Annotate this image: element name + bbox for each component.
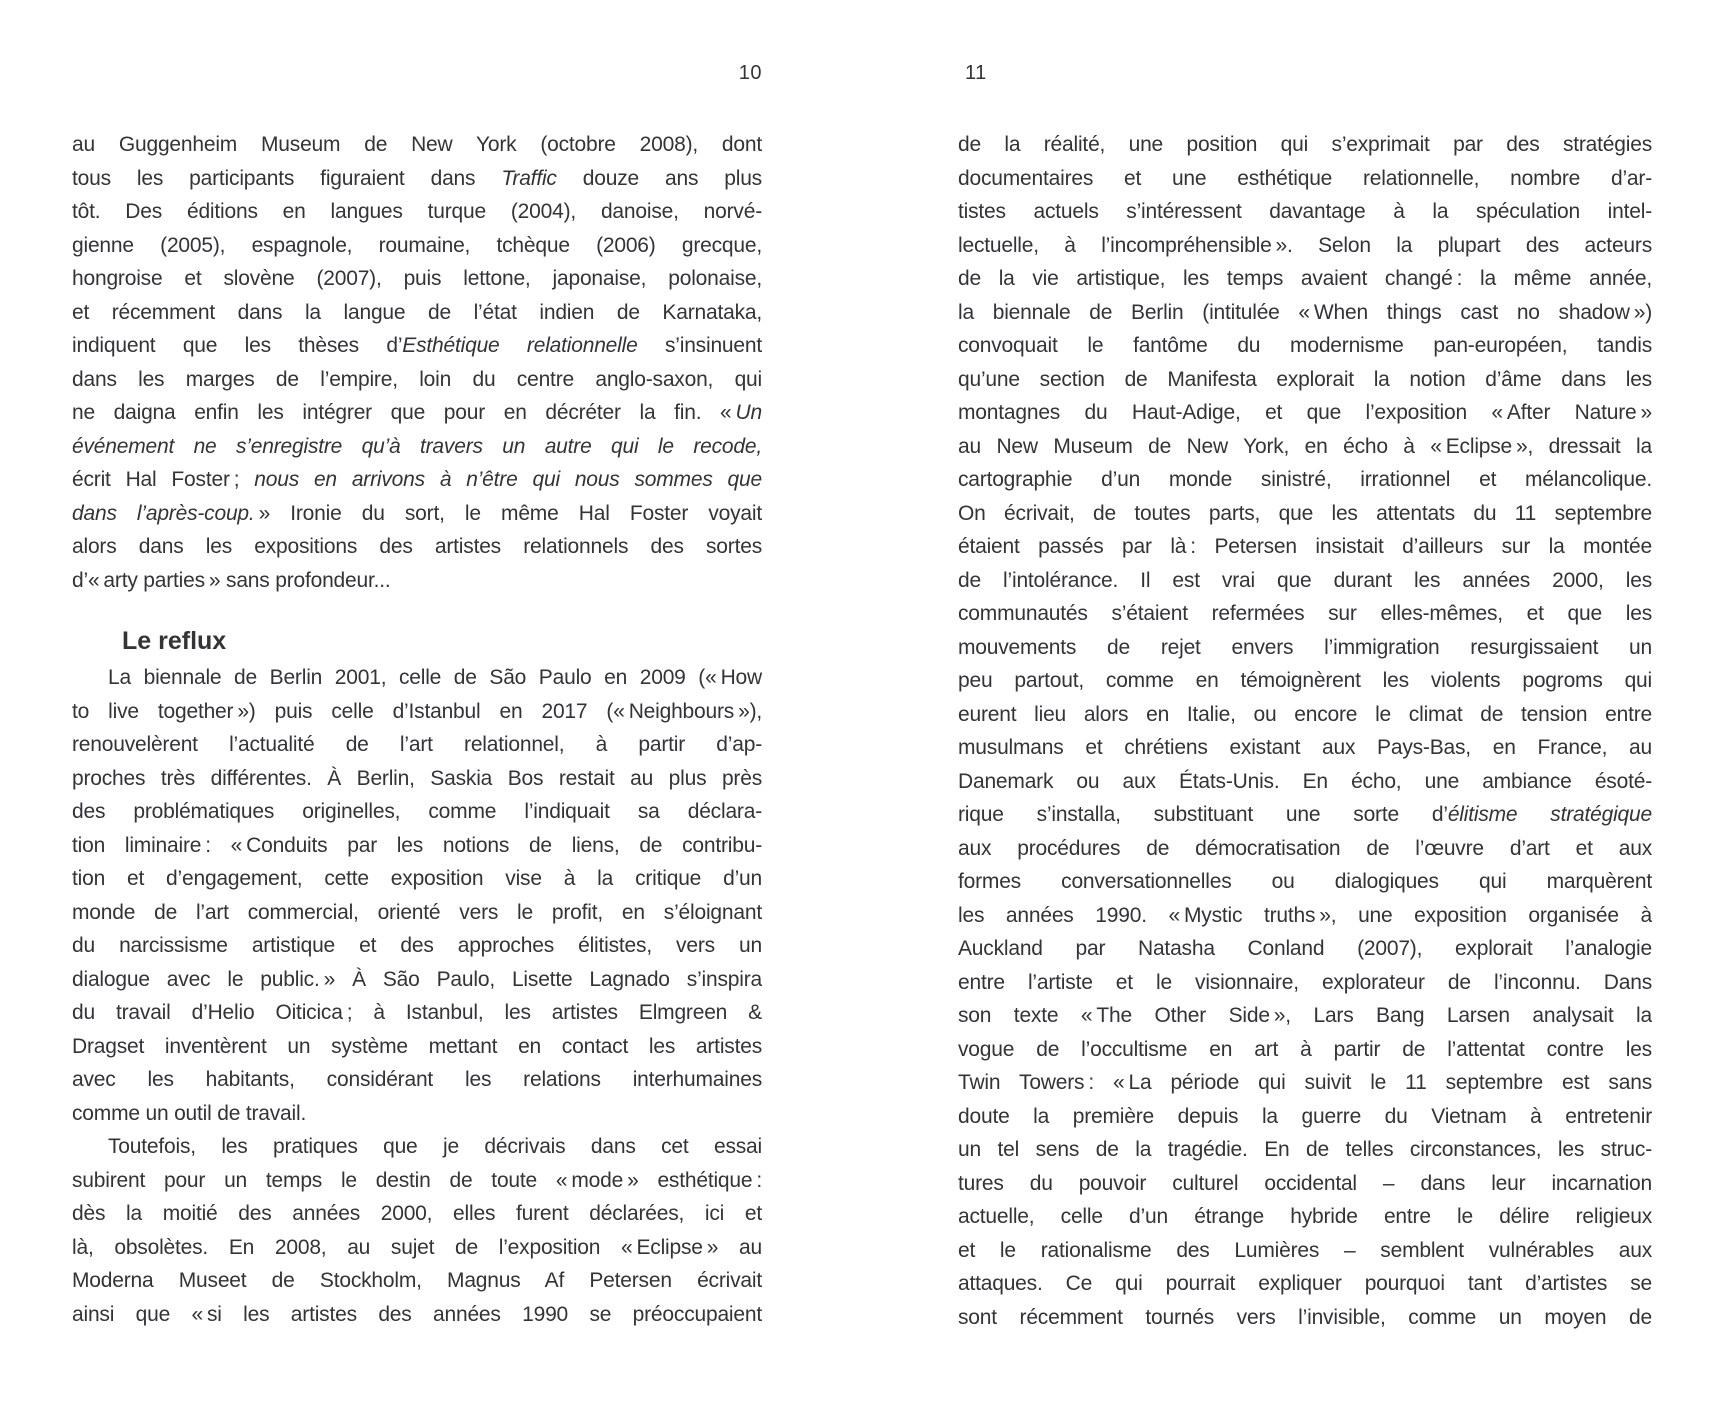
text-segment: dès la moitié des années 2000, elles furent déclarées, ici et bbox=[72, 1202, 762, 1225]
text-line bbox=[72, 1097, 762, 1131]
text-line bbox=[72, 1030, 762, 1064]
text-segment: Toutefois, les pratiques que je décrivais dans cet essai bbox=[108, 1135, 762, 1158]
text-segment: vogue de l’occultisme en art à partir de l’attentat contre les bbox=[958, 1037, 1652, 1061]
text-line bbox=[958, 1066, 1652, 1100]
text-segment: qu’une section de Manifesta explorait la notion d’âme dans les bbox=[958, 367, 1652, 391]
text-segment: lectuelle, à l’incompréhensible ». Selon la plupart des acteurs bbox=[958, 233, 1652, 257]
text-segment: là, obsolètes. En 2008, au sujet de l’exposition « Eclipse » au bbox=[72, 1235, 762, 1259]
text-line bbox=[72, 1197, 762, 1231]
text-segment: mouvements de rejet envers l’immigration resurgissaient un bbox=[958, 635, 1652, 659]
italic-text-segment: dans l’après-coup. bbox=[72, 501, 255, 525]
text-segment: avec les habitants, considérant les relations interhumaines bbox=[72, 1068, 762, 1091]
text-line bbox=[72, 530, 762, 564]
text-line bbox=[72, 695, 762, 729]
text-segment: du travail d’Helio Oiticica ; à Istanbul, les artistes Elmgreen & bbox=[72, 1001, 762, 1024]
text-line bbox=[958, 664, 1652, 698]
text-line bbox=[958, 329, 1652, 363]
text-segment: On écrivait, de toutes parts, que les attentats du 11 septembre bbox=[958, 501, 1652, 525]
text-line bbox=[72, 929, 762, 963]
text-line bbox=[958, 1200, 1652, 1234]
text-segment: renouvelèrent l’actualité de l’art relationnel, à partir d’ap- bbox=[72, 733, 762, 756]
text-line bbox=[72, 896, 762, 930]
text-segment: entre l’artiste et le visionnaire, explorateur de l’inconnu. Dans bbox=[958, 970, 1652, 994]
text-segment: peu partout, comme en témoignèrent les violents pogroms qui bbox=[958, 669, 1652, 692]
text-line bbox=[958, 296, 1652, 330]
text-segment: et récemment dans la langue de l’état indien de Karnataka, bbox=[72, 300, 762, 324]
text-line bbox=[72, 329, 762, 363]
text-segment: documentaires et une esthétique relationnelle, nombre d’ar- bbox=[958, 166, 1652, 190]
italic-text-segment: élitisme stratégique bbox=[1447, 803, 1652, 826]
text-segment: proches très différentes. À Berlin, Saskia Bos restait au plus près bbox=[72, 766, 762, 790]
text-line bbox=[72, 195, 762, 229]
text-segment: ne daigna enfin les intégrer que pour en décréter la fin. « bbox=[72, 401, 736, 424]
text-segment: son texte « The Other Side », Lars Bang Larsen analysait la bbox=[958, 1004, 1652, 1027]
text-segment: musulmans et chrétiens existant aux Pays-Bas, en France, au bbox=[958, 736, 1652, 759]
text-segment: Dragset inventèrent un système mettant en contact les artistes bbox=[72, 1034, 762, 1058]
text-line bbox=[958, 128, 1652, 162]
text-line bbox=[72, 229, 762, 263]
text-segment: ainsi que « si les artistes des années 1990 se préoccupaient bbox=[72, 1302, 762, 1326]
text-segment: au New Museum de New York, en écho à « Eclipse », dressait la bbox=[958, 434, 1652, 458]
page-number-right: 11 bbox=[965, 62, 987, 84]
text-segment: du narcissisme artistique et des approches élitistes, vers un bbox=[72, 934, 762, 957]
text-line bbox=[958, 497, 1652, 531]
text-segment: de la réalité, une position qui s’exprimait par des stratégies bbox=[958, 133, 1652, 156]
text-line bbox=[958, 865, 1652, 899]
text-segment: et le rationalisme des Lumières – semblent vulnérables aux bbox=[958, 1238, 1652, 1262]
text-segment: sont récemment tournés vers l’invisible, comme un moyen de bbox=[958, 1305, 1652, 1329]
page-body-left bbox=[72, 128, 762, 1331]
text-segment: Danemark ou aux États-Unis. En écho, une ambiance ésoté- bbox=[958, 769, 1652, 793]
text-line bbox=[72, 1063, 762, 1097]
italic-text-segment: événement ne s’enregistre qu’à travers un autre qui le recode, bbox=[72, 434, 762, 458]
text-segment: convoquait le fantôme du modernisme pan-européen, tandis bbox=[958, 334, 1652, 357]
text-segment: Moderna Museet de Stockholm, Magnus Af Petersen écrivait bbox=[72, 1269, 762, 1292]
text-segment: tistes actuels s’intéressent davantage à la spéculation intel- bbox=[958, 200, 1652, 223]
text-segment: au Guggenheim Museum de New York (octobre 2008), dont bbox=[72, 133, 762, 156]
text-line bbox=[72, 762, 762, 796]
text-line bbox=[72, 829, 762, 863]
text-segment: tôt. Des éditions en langues turque (2004), danoise, norvé- bbox=[72, 200, 762, 223]
text-line bbox=[72, 862, 762, 896]
text-line bbox=[958, 932, 1652, 966]
text-segment: dialogue avec le public. » À São Paulo, Lisette Lagnado s’inspira bbox=[72, 967, 762, 991]
italic-text-segment: nous en arrivons à n’être qui nous sommes que bbox=[254, 468, 762, 491]
text-segment: formes conversationnelles ou dialogiques qui marquèrent bbox=[958, 870, 1652, 893]
text-line bbox=[72, 996, 762, 1030]
text-line bbox=[958, 798, 1652, 832]
text-line bbox=[958, 698, 1652, 732]
text-line bbox=[72, 1164, 762, 1198]
text-line bbox=[958, 229, 1652, 263]
text-line bbox=[958, 430, 1652, 464]
text-line bbox=[958, 1133, 1652, 1167]
text-line bbox=[72, 497, 762, 531]
text-line bbox=[72, 1264, 762, 1298]
text-segment: montagnes du Haut-Adige, et que l’exposition « After Nature » bbox=[958, 401, 1652, 424]
section-heading: Le reflux bbox=[122, 627, 227, 655]
text-line bbox=[958, 999, 1652, 1033]
text-segment: alors dans les expositions des artistes relationnels des sortes bbox=[72, 535, 762, 558]
text-line bbox=[958, 564, 1652, 598]
text-segment: cartographie d’un monde sinistré, irrationnel et mélancolique. bbox=[958, 468, 1652, 491]
text-line bbox=[72, 430, 762, 464]
text-line bbox=[958, 1167, 1652, 1201]
text-segment: Twin Towers : « La période qui suivit le 11 septembre est sans bbox=[958, 1071, 1652, 1094]
text-segment: les années 1990. « Mystic truths », une exposition organisée à bbox=[958, 903, 1652, 927]
text-line bbox=[958, 832, 1652, 866]
text-segment: un tel sens de la tragédie. En de telles circonstances, les struc- bbox=[958, 1138, 1652, 1161]
text-line bbox=[72, 963, 762, 997]
text-segment: attaques. Ce qui pourrait expliquer pourquoi tant d’artistes se bbox=[958, 1272, 1652, 1295]
text-segment: d’« arty parties » sans profondeur... bbox=[72, 568, 391, 592]
text-line bbox=[72, 795, 762, 829]
text-segment: actuelle, celle d’un étrange hybride entre le délire religieux bbox=[958, 1205, 1652, 1228]
page-body-right bbox=[958, 128, 1652, 1334]
text-segment: doute la première depuis la guerre du Vietnam à entretenir bbox=[958, 1104, 1652, 1128]
text-line bbox=[72, 128, 762, 162]
text-line bbox=[958, 966, 1652, 1000]
text-segment: dans les marges de l’empire, loin du centre anglo-saxon, qui bbox=[72, 367, 762, 391]
text-line bbox=[958, 1100, 1652, 1134]
text-line bbox=[72, 661, 762, 695]
text-line bbox=[958, 1033, 1652, 1067]
text-segment: tion liminaire : « Conduits par les notions de liens, de contribu- bbox=[72, 833, 762, 857]
text-segment: indiquent que les thèses d’ bbox=[72, 334, 403, 357]
text-line bbox=[72, 1231, 762, 1265]
text-segment: tous les participants figuraient dans bbox=[72, 166, 502, 190]
text-segment: s’insinuent bbox=[637, 334, 762, 357]
text-segment: hongroise et slovène (2007), puis lettone, japonaise, polonaise, bbox=[72, 267, 762, 290]
text-segment: communautés s’étaient refermées sur elles-mêmes, et que les bbox=[958, 602, 1652, 625]
text-segment: rique s’installa, substituant une sorte d’ bbox=[958, 803, 1448, 826]
text-segment: de l’intolérance. Il est vrai que durant les années 2000, les bbox=[958, 568, 1652, 592]
text-line bbox=[958, 765, 1652, 799]
text-line bbox=[958, 631, 1652, 665]
text-segment: étaient passés par là : Petersen insistait d’ailleurs sur la montée bbox=[958, 535, 1652, 558]
text-line bbox=[72, 564, 762, 598]
text-segment: comme un outil de travail. bbox=[72, 1101, 307, 1125]
text-line bbox=[958, 396, 1652, 430]
text-line bbox=[958, 731, 1652, 765]
text-segment: douze ans plus bbox=[556, 166, 762, 190]
text-line bbox=[72, 363, 762, 397]
text-line bbox=[958, 463, 1652, 497]
text-segment: gienne (2005), espagnole, roumaine, tchèque (2006) grecque, bbox=[72, 233, 762, 257]
text-segment: eurent lieu alors en Italie, ou encore le climat de tension entre bbox=[958, 702, 1652, 726]
text-line bbox=[958, 195, 1652, 229]
text-segment: La biennale de Berlin 2001, celle de São Paulo en 2009 (« How bbox=[108, 666, 762, 689]
italic-text-segment: Traffic bbox=[501, 166, 557, 190]
text-segment: Auckland par Natasha Conland (2007), explorait l’analogie bbox=[958, 937, 1652, 960]
text-line bbox=[958, 899, 1652, 933]
text-segment: écrit Hal Foster ; bbox=[72, 468, 255, 491]
italic-text-segment: Esthétique relationnelle bbox=[402, 334, 638, 357]
text-segment: tion et d’engagement, cette exposition vise à la critique d’un bbox=[72, 867, 762, 890]
text-line bbox=[958, 1234, 1652, 1268]
text-segment: to live together ») puis celle d’Istanbul en 2017 (« Neighbours »), bbox=[72, 699, 762, 723]
text-line bbox=[958, 162, 1652, 196]
text-segment: des problématiques originelles, comme l’indiquait sa déclara- bbox=[72, 800, 762, 823]
text-segment: subirent pour un temps le destin de toute « mode » esthétique : bbox=[72, 1168, 762, 1192]
text-segment: aux procédures de démocratisation de l’œuvre d’art et aux bbox=[958, 836, 1652, 860]
text-line bbox=[958, 1301, 1652, 1335]
page-number-left: 10 bbox=[738, 62, 762, 84]
text-line bbox=[958, 597, 1652, 631]
text-line bbox=[958, 262, 1652, 296]
text-segment: de la vie artistique, les temps avaient changé : la même année, bbox=[958, 267, 1652, 290]
text-line bbox=[72, 1298, 762, 1332]
text-segment: tures du pouvoir culturel occidental – dans leur incarnation bbox=[958, 1171, 1652, 1195]
text-segment: la biennale de Berlin (intitulée « When things cast no shadow ») bbox=[958, 300, 1652, 324]
text-line bbox=[72, 1130, 762, 1164]
text-line bbox=[72, 262, 762, 296]
text-line bbox=[958, 1267, 1652, 1301]
text-line bbox=[72, 162, 762, 196]
text-line bbox=[958, 530, 1652, 564]
text-line bbox=[958, 363, 1652, 397]
italic-text-segment: Un bbox=[735, 401, 762, 424]
text-segment: » Ironie du sort, le même Hal Foster voyait bbox=[254, 501, 762, 525]
text-line bbox=[72, 396, 762, 430]
text-segment: monde de l’art commercial, orienté vers le profit, en s’éloignant bbox=[72, 900, 762, 924]
text-line bbox=[72, 463, 762, 497]
text-line bbox=[72, 296, 762, 330]
text-line bbox=[72, 728, 762, 762]
